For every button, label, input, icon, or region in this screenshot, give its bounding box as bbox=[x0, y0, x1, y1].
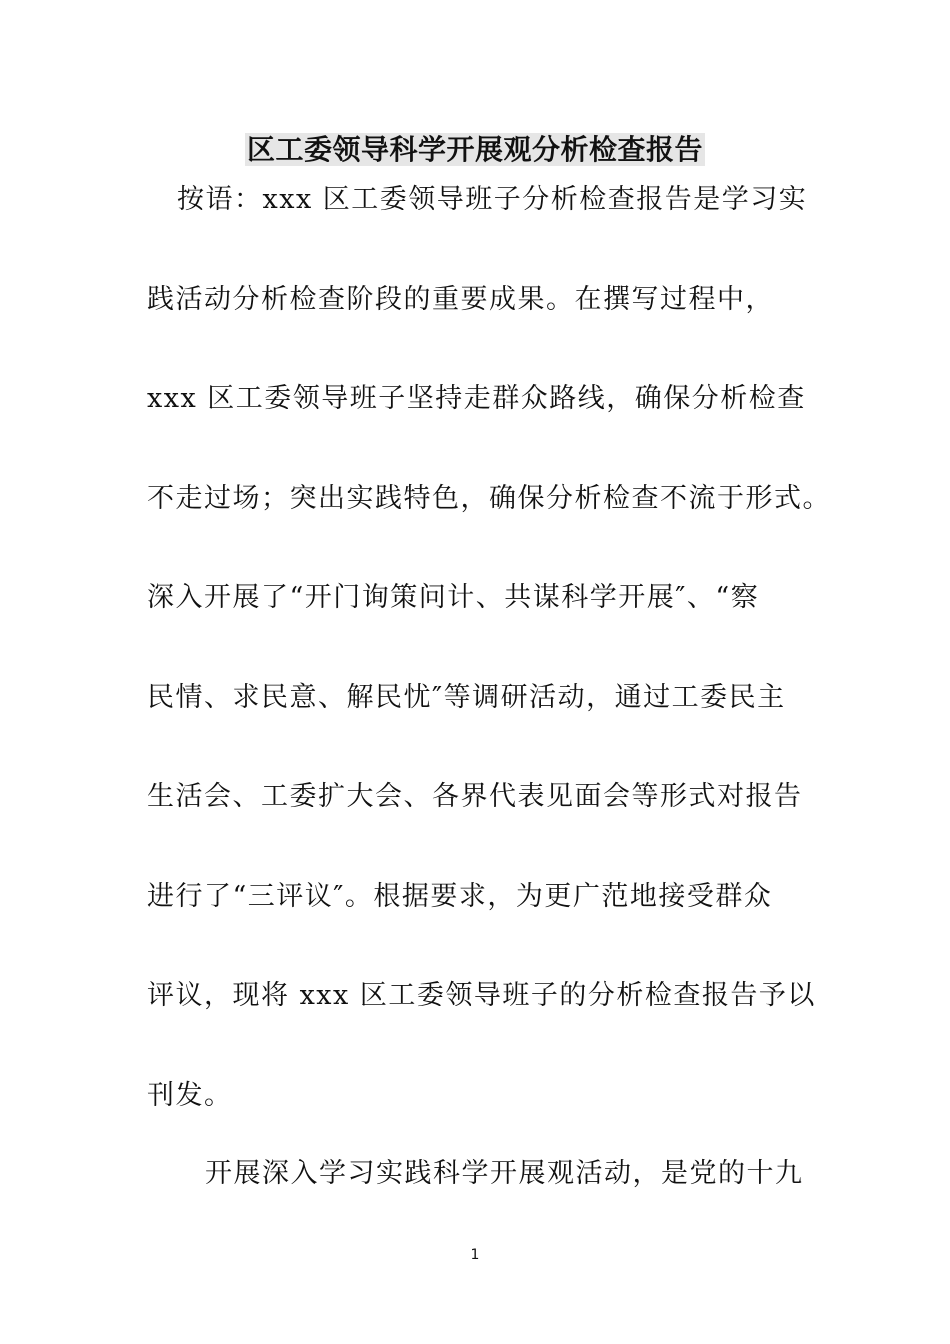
page-number: 1 bbox=[470, 1247, 480, 1263]
paragraph-line-8: 进行了“三评议″。根据要求，为更广范地接受群众 bbox=[147, 881, 773, 912]
paragraph-line-2: 践活动分析检查阶段的重要成果。在撰写过程中， bbox=[147, 284, 774, 315]
document-title bbox=[0, 128, 950, 172]
paragraph-line-11: 开展深入学习实践科学开展观活动，是党的十九 bbox=[205, 1158, 804, 1189]
paragraph-line-10: 刊发。 bbox=[147, 1080, 233, 1111]
paragraph-line-4: 不走过场；突出实践特色，确保分析检查不流于形式。 bbox=[147, 483, 831, 514]
paragraph-line-6: 民情、求民意、解民忧″等调研活动，通过工委民主 bbox=[147, 682, 786, 713]
paragraph-line-3: xxx 区工委领导班子坚持走群众路线，确保分析检查 bbox=[147, 383, 806, 414]
document-title-text: 区工委领导科学开展观分析检查报告 bbox=[246, 133, 703, 166]
paragraph-line-1: 按语：xxx 区工委领导班子分析检查报告是学习实 bbox=[177, 184, 808, 215]
paragraph-line-5: 深入开展了“开门询策问计、共谋科学开展″、“察 bbox=[147, 582, 760, 613]
paragraph-line-7: 生活会、工委扩大会、各界代表见面会等形式对报告 bbox=[147, 781, 803, 812]
paragraph-line-9: 评议，现将 xxx 区工委领导班子的分析检查报告予以 bbox=[147, 980, 816, 1011]
